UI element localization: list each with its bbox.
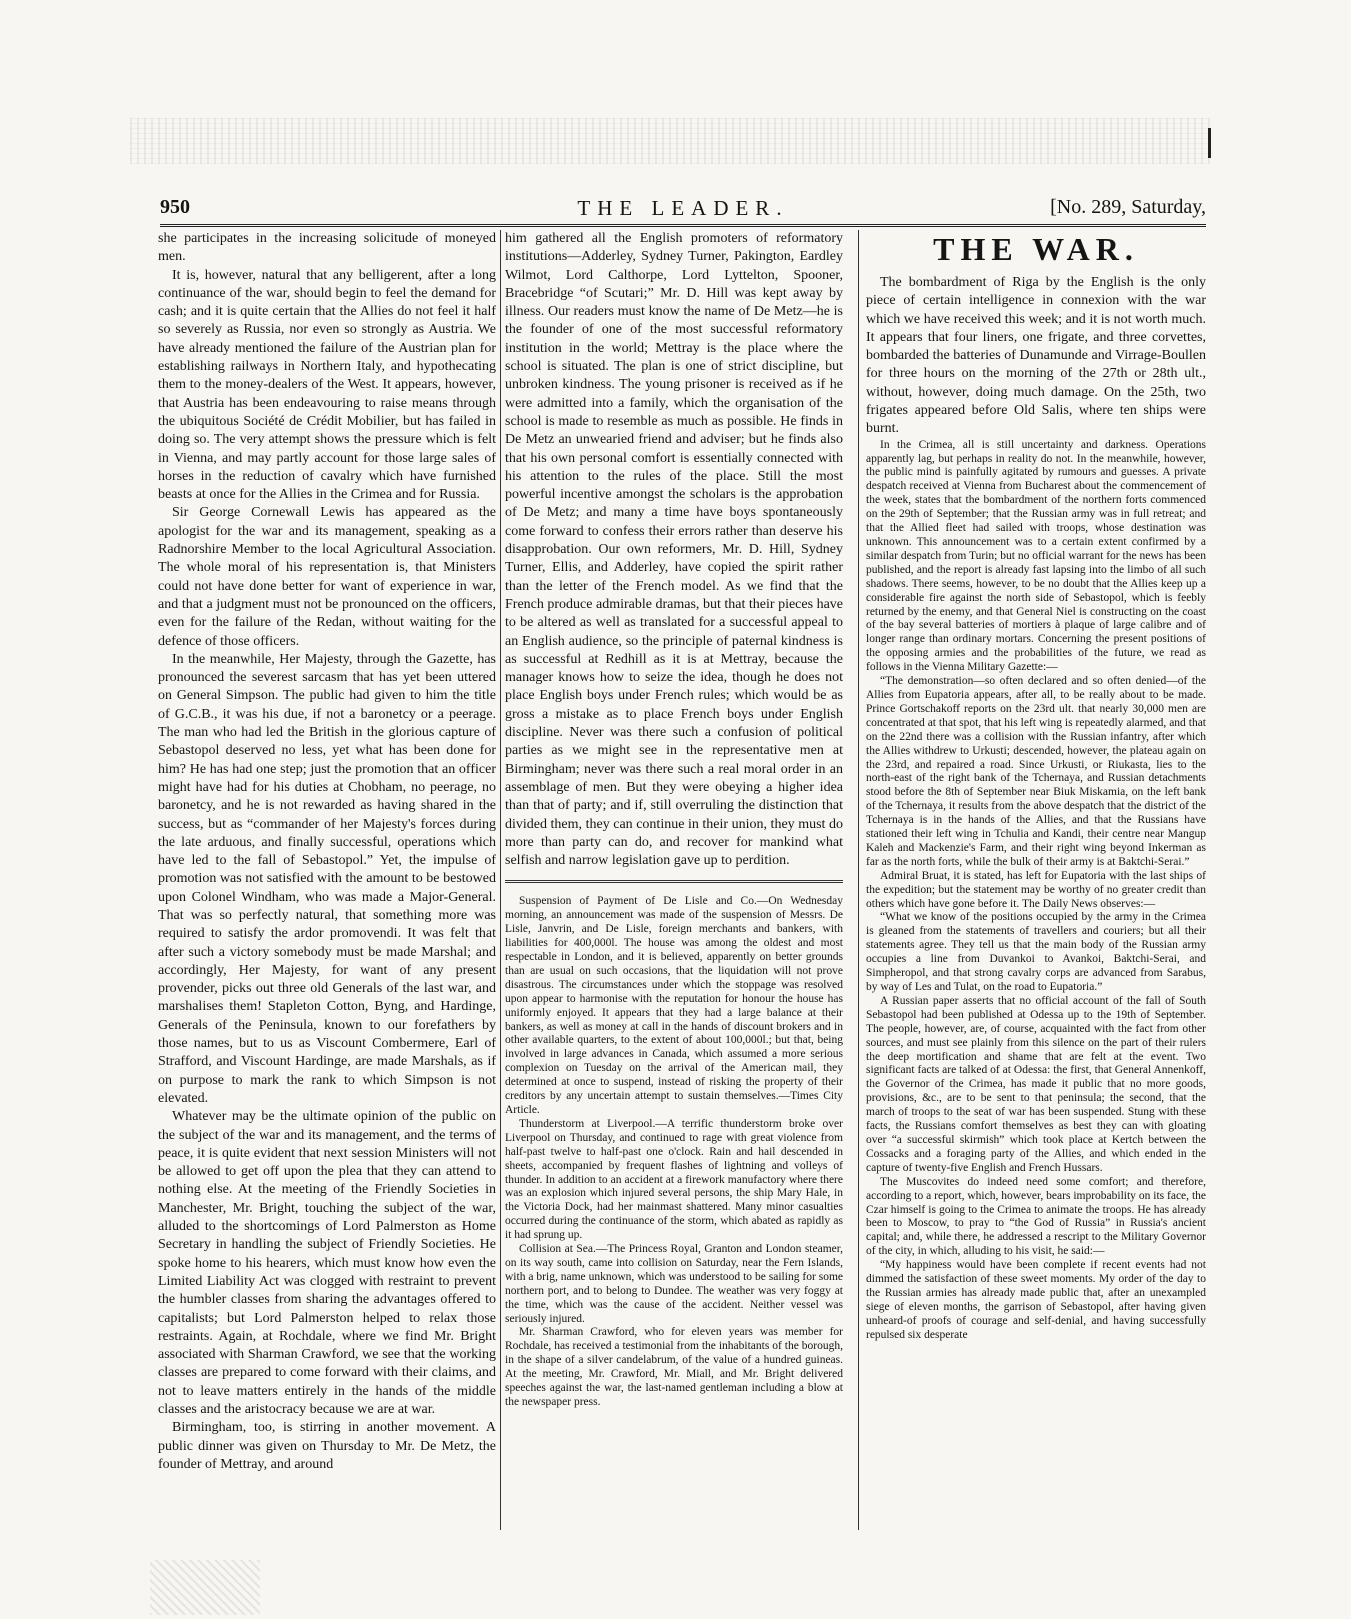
section-divider (505, 880, 843, 883)
header-rule (160, 224, 1206, 227)
section-title: THE WAR. (933, 231, 1139, 267)
news-item: Suspension of Payment of De Lisle and Co.—On Wednesday morning, an announcement was made of the suspension of Messrs. De Lisle, Janvrin, and De Lisle, foreign merchants and bankers, with liabilities for 400,000l. The house was among the oldest and most respectable in London, and it is believed, apparently on better grounds than are usual on such occasions, that the liquidation will not prove disastrous. The circumstances under which the stoppage was resolved upon appear to harmonise with the reputation for honour the house has uniformly enjoyed. It appears that they had a large balance at their bankers, as well as money at call in the hands of discount brokers and in other available quarters, to the extent of about 100,000l.; but that, being involved in large advances in Canada, which assumed a more serious complexion on Tuesday on the arrival of the American mail, they determined at once to suspend, instead of risking the property of their creditors by any uncertain attempt to sustain themselves.—Times City Article. (505, 895, 843, 1116)
quotation: “My happiness would have been complete if recent events had not dimmed the satisfaction of these sweet moments. My order of the day to the Russian armies has already made public that, after an unexampled siege of eleven months, the garrison of Sebastopol, after having given unheard-of proofs of courage and self-denial, and having successfully repulsed six desperate (866, 1259, 1206, 1341)
column-1 (158, 230, 496, 1474)
column-rule-2 (858, 230, 859, 1530)
page-header (160, 196, 1206, 224)
page-number: 950 (160, 196, 190, 218)
col1-paragraph: Sir George Cornewall Lewis has appeared as the apologist for the war and its management, speaking as a Radnorshire Member to the local Agricultural Association. The whole moral of his representation is, that Ministers could not have done better for want of experience in war, and that a judgment must not be pronounced on the officers, even for the failure of the Redan, without waiting for the defence of those officers. (158, 505, 496, 649)
col1-paragraph: In the meanwhile, Her Majesty, through the Gazette, has pronounced the severest sarcasm that has yet been uttered on General Simpson. The public had given to him the title of G.C.B., it was his due, if not a baronetcy or a peerage. The man who had led the British in the glorious capture of Sebastopol deserved no less, yet what has been done for him? He has had one step; just the promotion that an officer might have had for his duties at Chobham, no peerage, no baronetcy, and he is not rewarded as having shared in the success, but as “commander of her Majesty's forces during the late arduous, and finally successful, operations which have led to the fall of Sebastopol.” Yet, the impulse of promotion was not satisfied with the amount to be bestowed upon Colonel Windham, who was made a Major-General. That was so perfectly natural, that something more was required to satisfy the ardor promovendi. It was felt that after such a victory somebody must be made Marshal; and accordingly, Her Majesty, for want of any present provender, picks out three old Generals of the last war, and marshalises them! Stapleton Cotton, Byng, and Hardinge, Generals of the Peninsula, known to our forefathers by those names, but to us as Viscount Combermere, Earl of Strafford, and Viscount Hardinge, are made Marshals, as if on purpose to mark the rank to which Simpson is not elevated. (158, 651, 496, 1106)
column-3 (866, 230, 1206, 1343)
col1-paragraph: Birmingham, too, is stirring in another movement. A public dinner was given on Thursday to Mr. De Metz, the founder of Mettray, and around (158, 1420, 496, 1472)
quotation: “What we know of the positions occupied by the army in the Crimea is gleaned from the statements of travellers and couriers; but all their statements agree. They tell us that the main body of the Russian army occupies a line from Duvankoi to Avankoi, Baktchi-Serai, and Simpheropol, and that strong cavalry corps are advanced from Sarabus, by way of Les and Tulat, on the road to Eupatoria.” (866, 911, 1206, 994)
col1-paragraph: she participates in the increasing solicitude of moneyed men. (158, 231, 496, 265)
issue-info: [No. 289, Saturday, (1050, 196, 1206, 218)
quotation: “The demonstration—so often declared and so often denied—of the Allies from Eupatoria appears, after all, to be really about to be made. Prince Gortschakoff reports on the 23rd ult. that nearly 30,000 men are concentrated at that spot, that his left wing is repeatedly alarmed, and that on the 22nd there was a collision with the Russian infantry, after which the Allies withdrew to Urkusti; descended, however, the plateau again on the 23rd, and repaired a road. Since Urkusti, or Riukasta, lies to the north-east of the right bank of the Tchernaya, and Russian detachments stood before the 8th of September near Biuk Miskamia, on the left bank of the Tchernaya, it results from the above despatch that the district of the Tchernaya is in the hands of the Allies, and that the Russians have stationed their left wing in Tchulia and Kandi, their centre near Mangup Kaleh and Mackenzie's Farm, and their right wing beyond Inkerman as far as the north forts, while the bulk of their army is at Baktchi-Serai.” (866, 675, 1206, 868)
news-item: Thunderstorm at Liverpool.—A terrific thunderstorm broke over Liverpool on Thursday, and continued to rage with great violence from half-past twelve to half-past one o'clock. Rain and hail descended in sheets, accompanied by frequent flashes of lightning and volleys of thunder. In addition to an accident at a firework manufactory where there was an explosion which injured several persons, the ship Mary Hale, in the Victoria Dock, had her mainmast shattered. Many minor casualties occurred during the continuance of the storm, which abated as rapidly as it had sprung up. (505, 1117, 843, 1242)
page-edge-mark (1208, 128, 1211, 158)
col1-paragraph: Whatever may be the ultimate opinion of the public on the subject of the war and its management, and the terms of peace, it is quite evident that next session Ministers will not be allowed to get off upon the plea that they can attend to nothing else. At the meeting of the Friendly Societies in Manchester, Mr. Bright, touching the subject of the war, alluded to the shortcomings of Lord Palmerston as Home Secretary in handling the subject of Friendly Societies. He spoke home to his hearers, which must know how even the Limited Liability Act was clogged with restraint to prevent the humbler classes from sharing the advantages offered to capitalists; but Lord Palmerston helped to relax those restraints. Again, at Rochdale, where we find Mr. Bright associated with Sharman Crawford, we see that the working classes are prepared to come forward with their claims, and not to leave matters entirely in the hands of the middle classes and the aristocracy because we are at war. (158, 1109, 496, 1417)
col2-paragraph: him gathered all the English promoters of reformatory institutions—Adderley, Sydney Turner, Pakington, Eardley Wilmot, Lord Calthorpe, Lord Lyttelton, Spooner, Bracebridge “of Scutari;” Mr. D. Hill was kept away by illness. Our readers must know the name of De Metz—he is the founder of one of the most successful reformatory institution in the world; Mettray is the place where the school is situated. The plan is one of strict discipline, but unbroken kindness. The young prisoner is received as if he were admitted into a family, which the organisation of the school is made to resemble as much as possible. He finds in De Metz an unwearied friend and adviser; but he finds also that his own personal comfort is essentially connected with his attention to the rules of the place. Still the most powerful incentive amongst the scholars is the approbation of De Metz; and many a time have boys spontaneously come forward to confess their errors rather than deserve his disapprobation. Our own reformers, Mr. D. Hill, Sydney Turner, Ellis, and Adderley, have copied the spirit rather than the letter of the French model. As we find that the French produce admirable dramas, but that their pieces have to be altered as well as translated for a successful appeal to an English audience, so the principle of paternal kindness is as successful at Redhill as it is at Mettray, because the manager knows how to seize the idea, though he does not place English boys under French rules; which would be as gross a mistake as to place French boys under English discipline. Never was there such a confusion of political parties as we might see in the representative men at Birmingham; never was there such a real moral order in an assemblage of men. But they were obeying a higher idea than that of party; and if, still overruling the distinction that divided them, they can continue in their union, they must do more than party can do, and recover for mankind what selfish and narrow legislation gave up to perdition. (505, 231, 843, 869)
column-rule-1 (500, 230, 501, 1530)
news-item: Mr. Sharman Crawford, who for eleven years was member for Rochdale, has received a testimonial from the inhabitants of the borough, in the shape of a silver candelabrum, of the value of a hundred guineas. At the meeting, Mr. Crawford, Mr. Miall, and Mr. Bright delivered speeches against the war, the last-named gentleman including a blow at the newspaper press. (505, 1326, 843, 1409)
col3-paragraph: The Muscovites do indeed need some comfort; and therefore, according to a report, which, however, bears improbability on its face, the Czar himself is going to the Crimea to animate the troops. He has already been to Moscow, to pray to “the God of Russia” in Russia's ancient capital; and, while there, he addressed a rescript to the Military Governor of the city, in which, alluding to his visit, he said:— (866, 1175, 1206, 1258)
col3-paragraph: The bombardment of Riga by the English is the only piece of certain intelligence in connexion with the war which we have received this week; and it is not worth much. It appears that four liners, one frigate, and three corvettes, bombarded the batteries of Dunamunde and Virrage-Boullen for three hours on the morning of the 27th or 28th ult., without, however, doing much damage. On the 25th, two frigates appeared before Old Salis, where ten ships were burnt. (866, 275, 1206, 437)
col3-paragraph: A Russian paper asserts that no official account of the fall of South Sebastopol had been published at Odessa up to the 19th of September. The people, however, are, of course, acquainted with the fact from other sources, and must see plainly from this silence on the part of their rulers the deep mortification and shame that are felt at the event. Two significant facts are talked of at Odessa: the first, that General Annenkoff, the Governor of the Crimea, has made it public that no more goods, provisions, &c., are to be sent to that peninsula; the second, that the march of troops to the seat of war has been suspended. Stung with these facts, the Russians comfort themselves as best they can with gloating over “a successful skirmish” which took place at Kertch between the Cossacks and a foraging party of the Allies, and which ended in the capture of twenty-five English and French Hussars. (866, 994, 1206, 1174)
scan-noise-bottom (150, 1560, 260, 1615)
running-title: THE LEADER. (577, 196, 789, 220)
col1-paragraph: It is, however, natural that any belligerent, after a long continuance of the war, should begin to feel the demand for cash; and it is quite certain that the Allies do not feel it half so severely as Russia, nor even so strongly as Austria. We have already mentioned the failure of the Austrian plan for establishing railways in Northern Italy, and hypothecating them to the money-dealers of the West. It appears, however, that Austria has been endeavouring to raise means through the ubiquitous Société de Crédit Mobilier, but has failed in doing so. The very attempt shows the pressure which is felt in Vienna, and may partly account for those large sales of horses in the reduction of cavalry which have furnished beasts at once for the Allies in the Crimea and for Russia. (158, 267, 496, 503)
col3-paragraph: Admiral Bruat, it is stated, has left for Eupatoria with the last ships of the expedition; but the statement may be worthy of no greater credit than others which have gone before it. The Daily News observes:— (866, 869, 1206, 910)
column-2 (505, 230, 843, 1410)
scan-noise-top (130, 118, 1210, 164)
news-item: Collision at Sea.—The Princess Royal, Granton and London steamer, on its way south, came into collision on Saturday, near the Fern Islands, with a brig, name unknown, which was understood to be sailing for some northern port, and to belong to Dundee. The weather was very foggy at the time, which was the cause of the accident. Neither vessel was seriously injured. (505, 1243, 843, 1325)
col3-paragraph: In the Crimea, all is still uncertainty and darkness. Operations apparently lag, but perhaps in reality do not. In the meanwhile, however, the public mind is painfully agitated by rumours and guesses. A private despatch received at Vienna from Bucharest about the commencement of the week, states that the bombardment of the northern forts commenced on the 29th of September; that the Russian army was in full retreat; and that the Allied fleet had sailed with troops, whose destination was unknown. This announcement was to a certain extent confirmed by a similar despatch from Turin; but no official warrant for the news has been published, and the report is already fast lapsing into the limbo of all such shadows. There seems, however, to be no doubt that the Allies keep up a considerable fire against the north side of Sebastopol, which is feebly returned by the enemy, and that General Niel is constructing on the coast of the bay several batteries of mortiers à plaque of large calibre and of longer range than ordinary mortars. Concerning the present positions of the opposing armies and the probabilities of the future, we read as follows in the Vienna Military Gazette:— (866, 438, 1206, 674)
